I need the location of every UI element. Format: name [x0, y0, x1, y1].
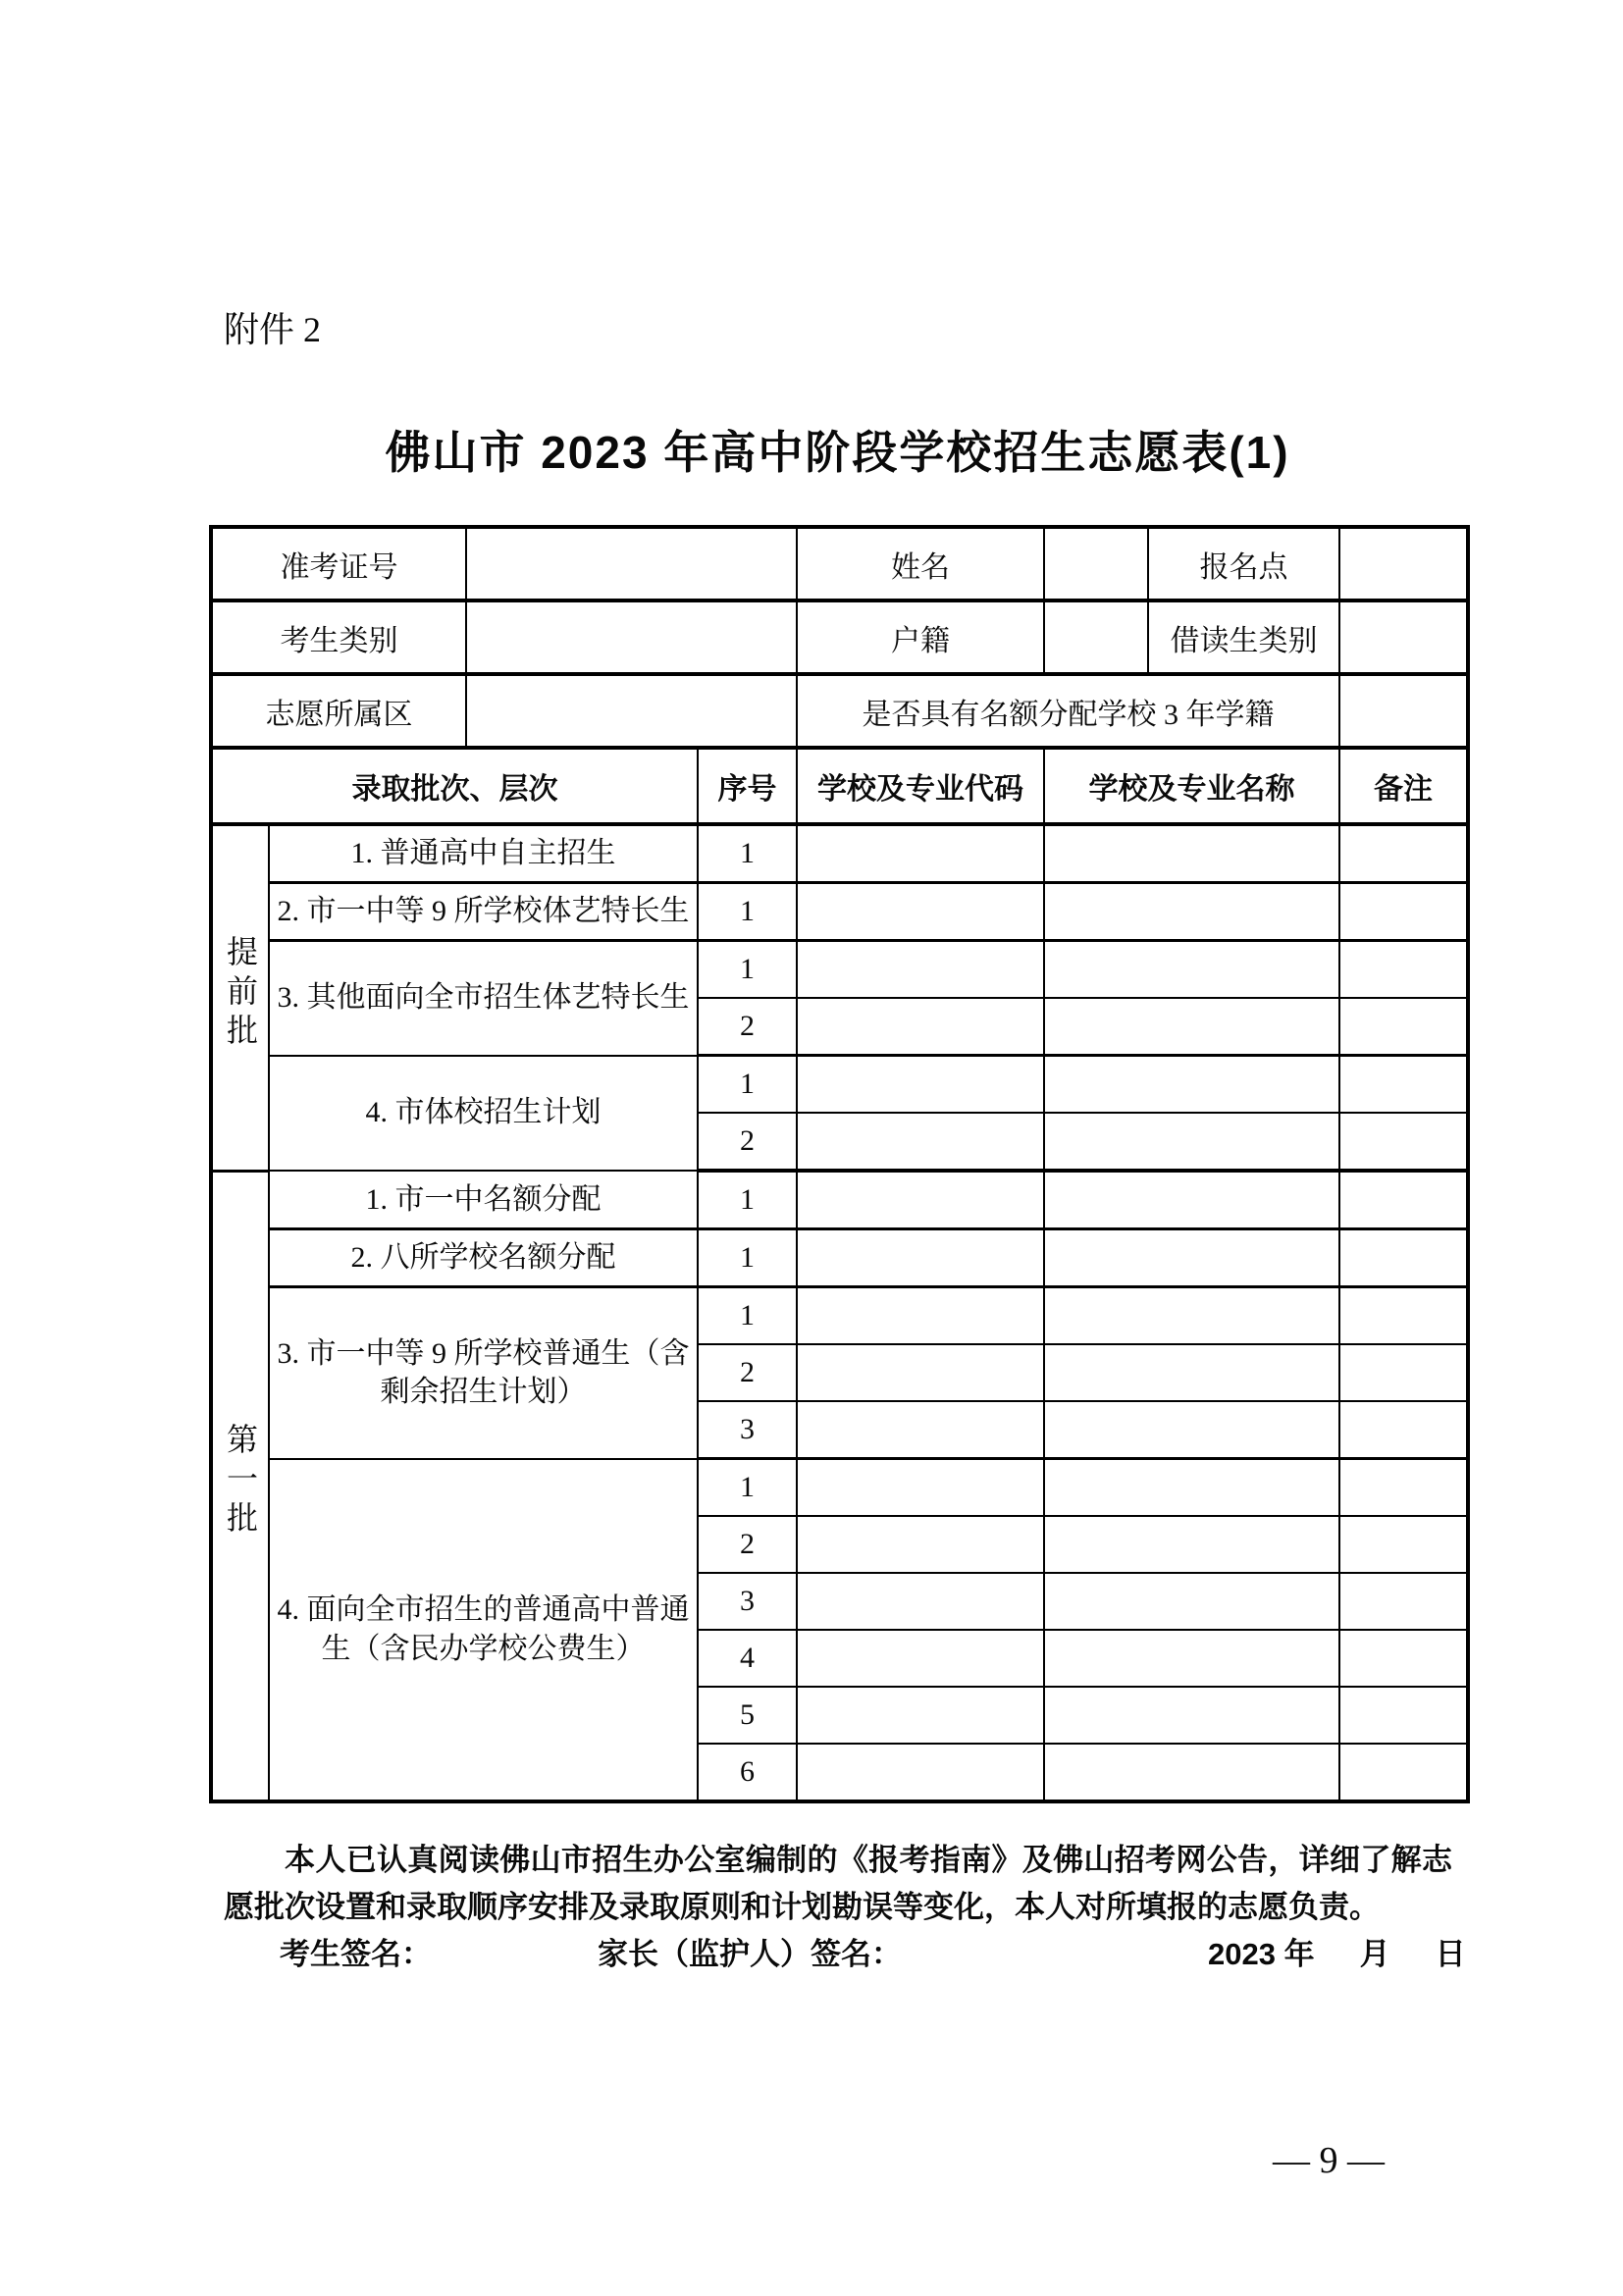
remark-input-cell	[1339, 1687, 1468, 1744]
school-name-input-cell	[1044, 1229, 1339, 1287]
seq-cell: 2	[698, 998, 797, 1056]
table-row	[211, 1229, 1468, 1287]
school-name-input-cell	[1044, 824, 1339, 883]
date-year-label: 2023 年	[1208, 1937, 1315, 1971]
exam-number-input-cell	[466, 527, 797, 600]
seq-cell: 2	[698, 1113, 797, 1171]
seq-cell: 1	[698, 1287, 797, 1345]
seq-cell: 1	[698, 1459, 797, 1517]
batch-label-advance: 提前批	[211, 824, 269, 1171]
remark-input-cell	[1339, 1113, 1468, 1171]
table-row	[211, 674, 1468, 748]
item-label: 3. 市一中等 9 所学校普通生（含剩余招生计划）	[269, 1287, 698, 1459]
seq-cell: 3	[698, 1573, 797, 1630]
seq-cell: 2	[698, 1344, 797, 1401]
school-name-input-cell	[1044, 1630, 1339, 1687]
date-line	[1208, 1929, 1466, 1973]
table-row	[211, 824, 1468, 883]
guest-student-type-input-cell	[1339, 600, 1468, 674]
page-title: 佛山市 2023 年高中阶段学校招生志愿表(1)	[385, 427, 1290, 478]
school-name-input-cell	[1044, 1401, 1339, 1459]
seq-cell: 1	[698, 1171, 797, 1229]
school-name-header: 学校及专业名称	[1044, 748, 1339, 824]
remark-input-cell	[1339, 824, 1468, 883]
quota-eligibility-label: 是否具有名额分配学校 3 年学籍	[797, 674, 1339, 748]
item-label: 3. 其他面向全市招生体艺特长生	[269, 941, 698, 1056]
candidate-type-input-cell	[466, 600, 797, 674]
code-input-cell	[797, 1287, 1044, 1345]
school-name-input-cell	[1044, 1687, 1339, 1744]
name-label: 姓名	[797, 527, 1044, 600]
remark-input-cell	[1339, 1744, 1468, 1801]
code-input-cell	[797, 883, 1044, 941]
school-name-input-cell	[1044, 1744, 1339, 1801]
declaration-paragraph: 本人已认真阅读佛山市招生办公室编制的《报考指南》及佛山招考网公告，详细了解志愿批次设置和录取顺序安排及录取原则和计划勘误等变化，本人对所填报的志愿负责。	[224, 1843, 1452, 1924]
seq-cell: 5	[698, 1687, 797, 1744]
remark-header: 备注	[1339, 748, 1468, 824]
school-name-input-cell	[1044, 1573, 1339, 1630]
remark-input-cell	[1339, 1229, 1468, 1287]
remark-input-cell	[1339, 1630, 1468, 1687]
date-day-label: 日	[1435, 1937, 1466, 1971]
name-input-cell	[1044, 527, 1148, 600]
remark-input-cell	[1339, 941, 1468, 999]
item-label: 1. 普通高中自主招生	[269, 824, 698, 883]
code-input-cell	[797, 1113, 1044, 1171]
registration-point-input-cell	[1339, 527, 1468, 600]
seq-cell: 6	[698, 1744, 797, 1801]
district-input-cell	[466, 674, 797, 748]
code-input-cell	[797, 1516, 1044, 1573]
school-name-input-cell	[1044, 1056, 1339, 1114]
item-label: 2. 八所学校名额分配	[269, 1229, 698, 1287]
attachment-label: 附件 2	[224, 310, 322, 349]
item-label: 4. 面向全市招生的普通高中普通生（含民办学校公费生）	[269, 1459, 698, 1802]
school-name-input-cell	[1044, 998, 1339, 1056]
code-input-cell	[797, 1744, 1044, 1801]
item-label: 4. 市体校招生计划	[269, 1056, 698, 1172]
seq-cell: 1	[698, 883, 797, 941]
batch-label-first: 第一批	[211, 1171, 269, 1801]
item-label: 2. 市一中等 9 所学校体艺特长生	[269, 883, 698, 941]
district-label: 志愿所属区	[211, 674, 466, 748]
code-input-cell	[797, 941, 1044, 999]
code-input-cell	[797, 1573, 1044, 1630]
school-name-input-cell	[1044, 1113, 1339, 1171]
seq-cell: 1	[698, 1229, 797, 1287]
seq-cell: 1	[698, 1056, 797, 1114]
table-row	[211, 1459, 1468, 1517]
code-input-cell	[797, 1630, 1044, 1687]
table-header-row	[211, 748, 1468, 824]
table-row	[211, 941, 1468, 999]
table-row	[211, 527, 1468, 600]
item-label: 1. 市一中名额分配	[269, 1171, 698, 1229]
household-registration-input-cell	[1044, 600, 1148, 674]
school-name-input-cell	[1044, 1459, 1339, 1517]
table-row	[211, 1056, 1468, 1114]
table-row	[211, 1171, 1468, 1229]
seq-cell: 2	[698, 1516, 797, 1573]
registration-point-label: 报名点	[1148, 527, 1339, 600]
school-name-input-cell	[1044, 1171, 1339, 1229]
code-input-cell	[797, 1229, 1044, 1287]
parent-signature-label: 家长（监护人）签名：	[598, 1937, 902, 1971]
candidate-type-label: 考生类别	[211, 600, 466, 674]
code-input-cell	[797, 1344, 1044, 1401]
code-input-cell	[797, 1401, 1044, 1459]
code-input-cell	[797, 1056, 1044, 1114]
page-number: — 9 —	[1273, 2140, 1385, 2181]
seq-cell: 1	[698, 824, 797, 883]
school-name-input-cell	[1044, 883, 1339, 941]
student-signature-label: 考生签名：	[280, 1937, 432, 1971]
application-form-table	[209, 525, 1470, 1803]
code-input-cell	[797, 1459, 1044, 1517]
code-header: 学校及专业代码	[797, 748, 1044, 824]
code-input-cell	[797, 1171, 1044, 1229]
seq-cell: 3	[698, 1401, 797, 1459]
seq-cell: 1	[698, 941, 797, 999]
seq-header: 序号	[698, 748, 797, 824]
school-name-input-cell	[1044, 1516, 1339, 1573]
code-input-cell	[797, 1687, 1044, 1744]
table-row	[211, 1287, 1468, 1345]
household-registration-label: 户籍	[797, 600, 1044, 674]
remark-input-cell	[1339, 883, 1468, 941]
remark-input-cell	[1339, 1287, 1468, 1345]
remark-input-cell	[1339, 1401, 1468, 1459]
code-input-cell	[797, 824, 1044, 883]
remark-input-cell	[1339, 1459, 1468, 1517]
batch-level-header: 录取批次、层次	[211, 748, 698, 824]
remark-input-cell	[1339, 1056, 1468, 1114]
seq-cell: 4	[698, 1630, 797, 1687]
remark-input-cell	[1339, 1516, 1468, 1573]
remark-input-cell	[1339, 1344, 1468, 1401]
guest-student-type-label: 借读生类别	[1148, 600, 1339, 674]
remark-input-cell	[1339, 1171, 1468, 1229]
remark-input-cell	[1339, 998, 1468, 1056]
code-input-cell	[797, 998, 1044, 1056]
table-row	[211, 600, 1468, 674]
signature-row	[209, 1929, 1466, 1970]
school-name-input-cell	[1044, 1344, 1339, 1401]
date-month-label: 月	[1359, 1937, 1390, 1971]
quota-eligibility-input-cell	[1339, 674, 1468, 748]
school-name-input-cell	[1044, 1287, 1339, 1345]
exam-number-label: 准考证号	[211, 527, 466, 600]
table-row	[211, 883, 1468, 941]
remark-input-cell	[1339, 1573, 1468, 1630]
school-name-input-cell	[1044, 941, 1339, 999]
